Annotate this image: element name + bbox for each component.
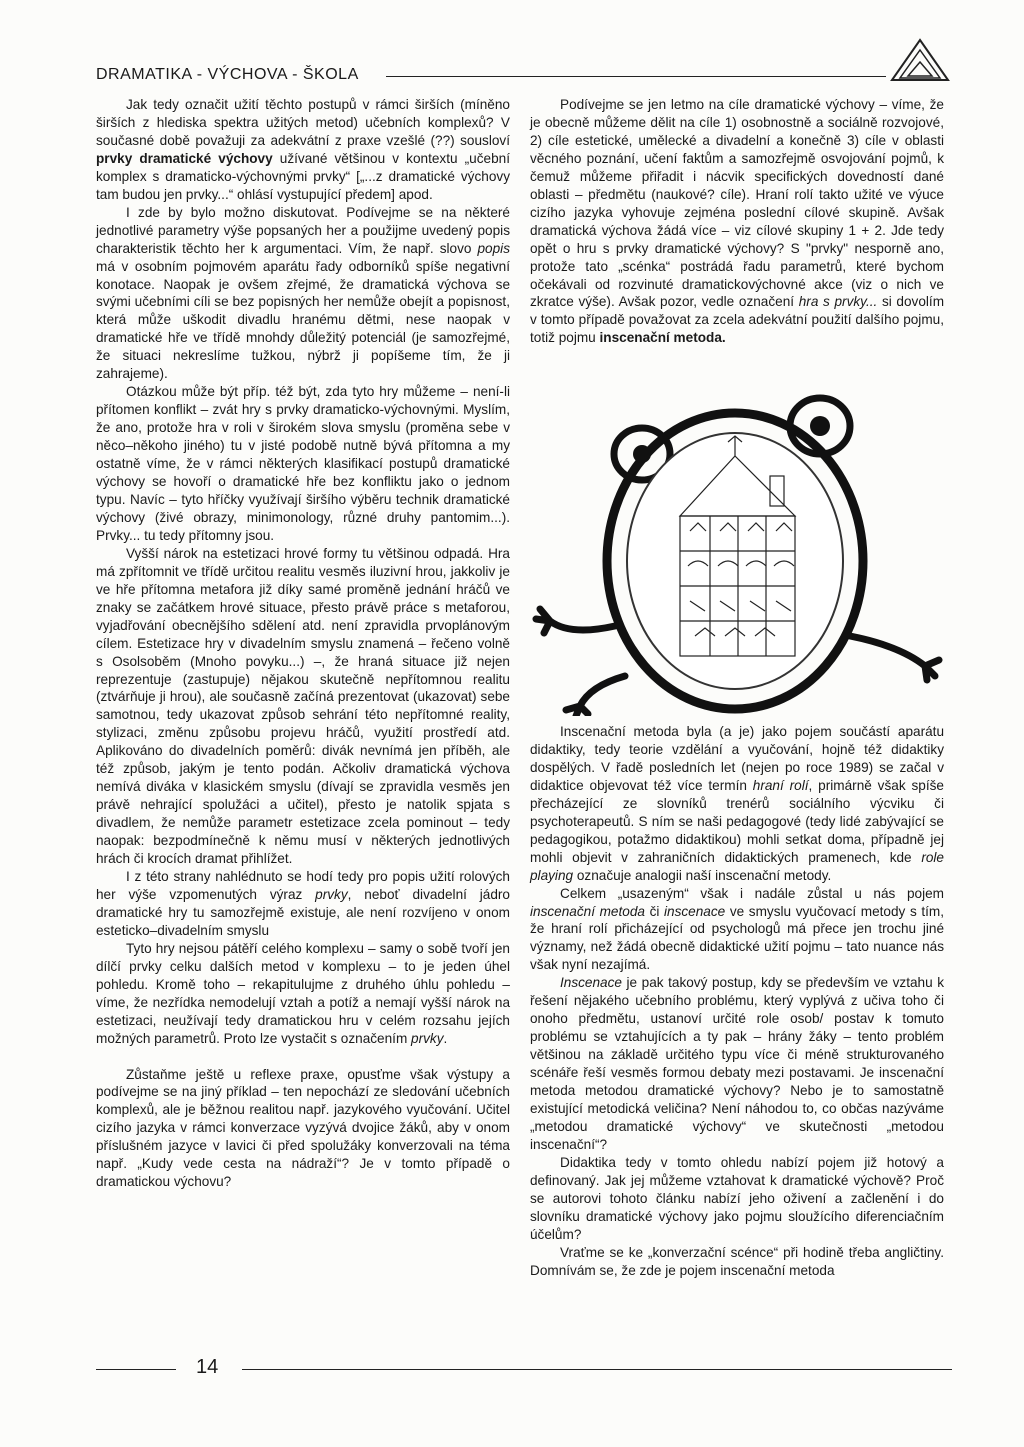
triangle-logo-icon xyxy=(888,36,952,86)
page-number: 14 xyxy=(196,1356,219,1378)
frog-illustration-icon xyxy=(530,386,950,716)
paragraph: Inscenace je pak takový postup, kdy se především ve vztahu k řešení nějakého učebního problému, který vyplývá z učiva toho či onoho předmětu, ustanoví určité role osob/ postav k tomuto problému se vztahujících a ty pak – hrány žáky – tento problém většinou na základě určitého typu více či méně strukturovaného scénáře řeší vesměs formou debaty mezi postavami. Je inscenační metoda metodou dramatické výchovy? Nebo je to samostatně existující metodická veličina? Není náhodou to, co občas nazýváme „metodou dramatické výchovy“ ve skutečnosti „metodou inscenační“? xyxy=(530,975,944,1152)
paragraph: Vyšší nárok na estetizaci hrové formy tu většinou odpadá. Hra má zpřítomnit ve třídě určitou realitu vesměs iluzivní hrou, jakkoliv je ve hře přítomna metafora již díky samé proměně jednání hráčů ve znaky se začátkem hrové situace, přesto právě práce s metaforou, vyjadřování obecnějšího sdělení atd. není zpravidla prvoplánovým cílem. Estetizace hry v divadelním smyslu znamená – řečeno volně s Osolsoběm (Mnoho povyku...) –, že hraná situace již nejen reprezentuje (zastupuje) nějakou skutečně nepřítomnou realitu (ztvárňuje ji hrou), ale současně začíná prezentovat (ukazovat) sebe samotnou, tedy ukazovat způsob sehrání této nepřítomné reality, stylizaci, změnu způsobu projevu hráčů, využití prostředí atd. Aplikováno do divadelních poměrů: divák nevnímá jen příběh, ale též způsob, jakým je tento podán. Ačkoliv dramatická výchova nemívá diváka v klasickém smyslu (dívají se zpravidla vesměs jen právě nehrající spolužáci a učitel), přesto je natolik spjata s divadlem, že nemůže parametr estetizace zcela pominout – tedy naopak: bezpodmínečně k němu musí v některých jednotlivých hrách či krocích dramat přihlížet. xyxy=(96,545,510,867)
paragraph: I zde by bylo možno diskutovat. Podívejme se na některé jednotlivé parametry výše popsaných her a použijme uvedený popis charakteristik těchto her k argumentaci. Vím, že např. slovo popis má v osobním pojmovém aparátu řady odborníků spíše negativní konotace. Naopak je ovšem zřejmé, že dramatická výchova se svými učebními cíli se bez popisných her nemůže obejít a popisnost, která může uškodit divadlu hranému dětmi, nese naopak v dramatické hře ve třídě mnohdy důležitý potenciál (je samozřejmé, že situaci nekreslíme tužkou, nýbrž ji popíšeme tím, že ji zahrajeme). xyxy=(96,204,510,382)
footer-rule xyxy=(96,1369,176,1370)
page-header xyxy=(96,60,952,100)
right-column-bottom xyxy=(530,723,944,1280)
paragraph: Otázkou může být příp. též být, zda tyto hry můžeme – není-li přítomen konflikt – zvát hry s prvky dramaticko-výchovnými. Myslím, že ano, protože hra v roli v širokém slova smyslu (proměna sebe v něco–někoho jiného) tu v jisté podobě nutně bývá přítomna a my ostatně víme, že v rámci některých klasifikací postupů dramatické výchovy se hovoří o dramatické hře bez konfliktu jako o jednom typu. Navíc – tyto hříčky využívají širšího výběru technik dramatické výchovy (živé obrazy, minimonology, různé druhy pantomim...). Prvky... tu tedy přítomny jsou. xyxy=(96,384,510,543)
header-rule xyxy=(386,76,886,77)
footer-rule xyxy=(242,1369,952,1370)
paragraph: Zůstaňme ještě u reflexe praxe, opusťme však výstupy a podívejme se na jiný příklad – ten nepochází ze sledování učebních komplexů, ale je běžnou realitou např. jazykového vyučování. Učitel cizího jazyka v rámci konverzace vyzývá dvojice žáků, aby v onom příslušném jazyce v lavici či před spolužáky konverzovali na téma např. „Kudy vede cesta na nádraží“? Je v tomto případě o dramatickou výchovu? xyxy=(96,1066,510,1190)
paragraph: Celkem „usazeným“ však i nadále zůstal u nás pojem inscenační metoda či inscenace ve smyslu vyučovací metody s tím, že hraní rolí přicházející od psychologů má přece jen trochu jiné významy, než žádá obecně didaktické užití pojmu – tato nuance nás však nyní nezajímá. xyxy=(530,885,945,973)
paragraph: I z této strany nahlédnuto se hodí tedy pro popis užití rolových her výše vzpomenutých výraz prvky, neboť divadelní jádro dramatické hry tu samozřejmě existuje, ale není rozvíjeno v onom esteticko–divadelním smyslu xyxy=(96,868,510,938)
left-column xyxy=(96,96,510,1191)
right-column-top xyxy=(530,96,944,347)
running-title: DRAMATIKA - VÝCHOVA - ŠKOLA xyxy=(96,66,359,83)
paragraph: Jak tedy označit užití těchto postupů v rámci širších (míněno širších z hlediska spektra užitých metod) učebních komplexů? V současné době považuji za adekvátní z praxe vzešlé (??) sousloví prvky dramatické výchovy užívané většinou v kontextu „učební komplex s dramaticko-výchovnými prvky“ [„...z dramatické výchovy tam budou jen prvky...“ ohlásí vystupující předem] apod. xyxy=(96,97,510,202)
paragraph: Tyto hry nejsou pátěří celého komplexu – samy o sobě tvoří jen dílčí prvky celku dalších metod v komplexu – to je jeden úhel pohledu. Kromě toho – rekapitulujme z druhého úhlu pohledu – víme, že nezřídka nemodelují vztah a potíž a nemají vyšší nárok na estetizaci, neužívají tedy dramatickou hru v celém rozsahu jejích možných parametrů. Proto lze vystačit s označením prvky. xyxy=(96,940,510,1046)
page-footer xyxy=(96,1356,952,1386)
paragraph: Inscenační metoda byla (a je) jako pojem součástí aparátu didaktiky, tedy teorie vzdělání a vyučování, hojně též didaktiky dospělých. V řadě posledních let (nejen po roce 1989) se začal v didaktice objevovat též více termín hraní rolí, primárně však spíše přecházející ze slovníků trenérů sociálního výcviku či psychoterapeutů. S ním se naši pedagogové (tedy lidé zabývající se pedagogikou, potažmo didaktikou) mohli setkat doma, případně jej mohli objevit v zahraničních didaktických pramenech, kde role playing označuje analogii naší inscenační metody. xyxy=(530,724,944,883)
paragraph: Didaktika tedy v tomto ohledu nabízí pojem již hotový a definovaný. Jak jej můžeme vztahovat k dramatické výchově? Proč se autorovi tohoto článku nabízí jeho oživení a začlenění i do slovníku dramatické výchovy jako pojmu sloužícího diferenciačním účelům? xyxy=(530,1154,944,1242)
paragraph: Vraťme se ke „konverzační scénce“ při hodině třeba angličtiny. Domnívám se, že zde je pojem inscenační metoda xyxy=(530,1244,944,1278)
paragraph: Podívejme se jen letmo na cíle dramatické výchovy – víme, že je obecně můžeme dělit na cíle 1) osobnostně a sociálně rozvojové, 2) cíle estetické, umělecké a divadelní a konečně 3) cíle v oblasti věcného poznání, učení faktům a samozřejmě osvojování pojmů, k čemuž můžeme přiřadit i nácvik specifických dovedností dané oblasti – předmětu (naukové? cíle). Hraní rolí takto užité ve výuce cizího jazyka vyhovuje zejména poslední cílové skupině. Avšak dramatická výchova žádá více – viz cílové skupiny 1 + 2. Jde tedy opět o hru s prvky dramatické výchovy? S "prvky" nesporně ano, protože tato „scénka“ postrádá řadu parametrů, které bychom očekávali od rozvinuté dramatickovýchovné akce (viz o nich ve zkratce výše). Avšak pozor, vedle označení hra s prvky... si dovolím v tomto případě považovat za zcela adekvátní použití dalšího pojmu, totiž pojmu inscenační metoda. xyxy=(530,97,945,346)
